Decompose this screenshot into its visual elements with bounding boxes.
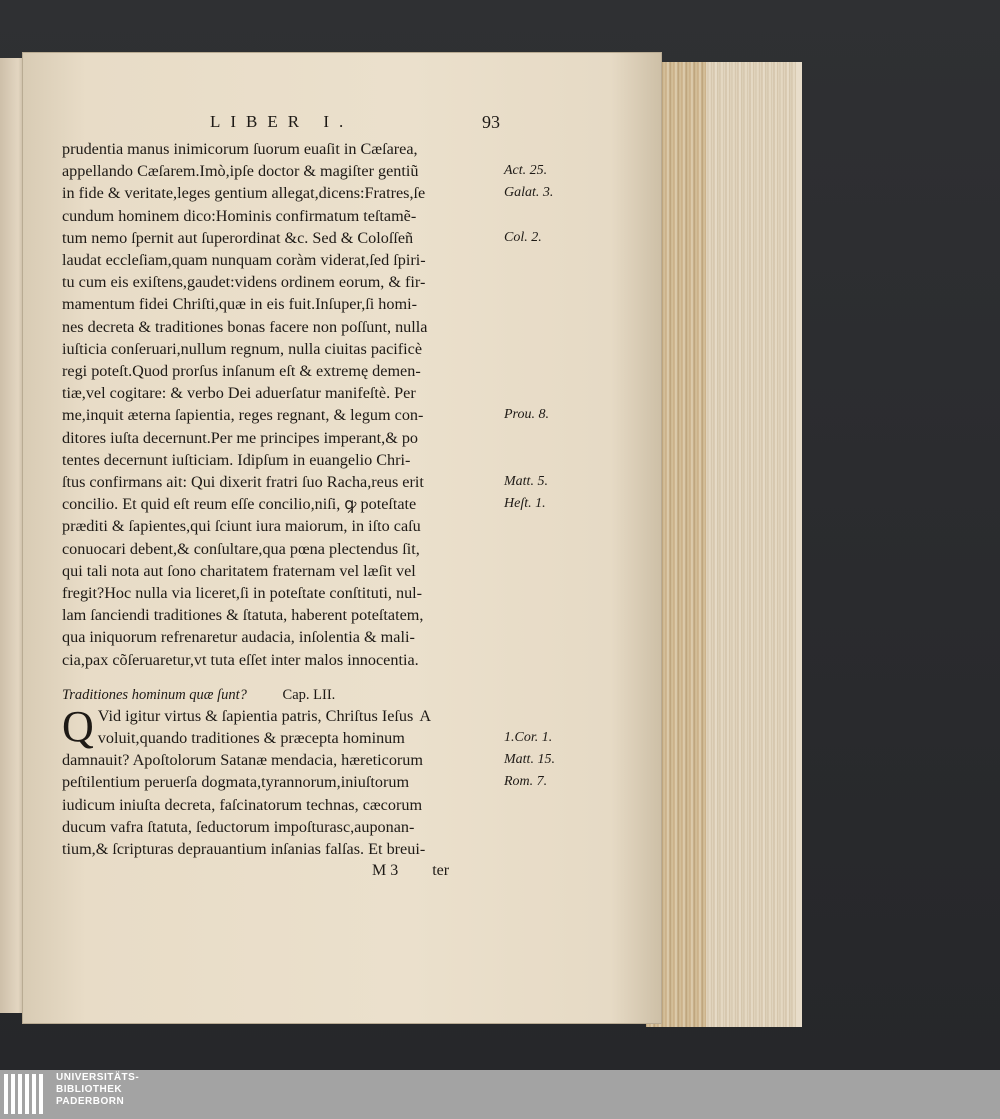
- text-line: ditores iuſta decernunt.Per me principes imperant,& po: [62, 428, 419, 447]
- text-line: concilio. Et quid eſt reum eſſe concilio,niſi, ꝙ poteſtate Heſt. 1.: [62, 493, 522, 515]
- margin-reference: Rom. 7.: [504, 774, 548, 790]
- chapter-line: peſtilentium peruerſa dogmata,tyrannorum,iniuſtorum Rom. 7.: [62, 771, 522, 793]
- chapter-line: damnauit? Apoſtolorum Satanæ mendacia, hæreticorum Matt. 15.: [62, 749, 522, 771]
- margin-reference: Matt. 5.: [504, 474, 548, 490]
- text-line: lam ſanciendi traditiones & ſtatuta, haberent poteſtatem,: [62, 606, 424, 625]
- margin-reference: 1.Cor. 1.: [504, 730, 553, 746]
- margin-reference: Prou. 8.: [504, 407, 549, 423]
- chapter-line: voluit,quando traditiones & præcepta hominum 1.Cor. 1.: [62, 727, 522, 749]
- margin-reference: Matt. 15.: [504, 752, 555, 768]
- body-text: [62, 138, 554, 671]
- text-line: ſtus confirmans ait: Qui dixerit fratri ſuo Racha,reus erit Matt. 5.: [62, 471, 522, 493]
- text-line: cundum hominem dico:Hominis confirmatum teſtamẽ-: [62, 206, 417, 225]
- text-line: nes decreta & traditiones bonas facere non poſſunt, nulla: [62, 317, 428, 336]
- book-page-edges: [646, 62, 802, 1027]
- chapter-line: ducum vafra ſtatuta, ſeductorum impoſturasc,auponan-: [62, 817, 415, 836]
- margin-reference: Col. 2.: [504, 229, 542, 245]
- margin-reference: Galat. 3.: [504, 185, 554, 201]
- page-header: [62, 112, 522, 138]
- margin-reference: Act. 25.: [504, 163, 548, 179]
- chapter-title: Traditiones hominum quæ ſunt?: [62, 686, 247, 703]
- text-line: mamentum fidei Chriſti,quæ in eis fuit.Inſuper,ſi homi-: [62, 295, 417, 314]
- text-line: qui tali nota aut ſono charitatem fraternam vel læſit vel: [62, 561, 416, 580]
- text-line: qua iniquorum refrenaretur audacia, inſolentia & mali-: [62, 628, 415, 647]
- chapter-line: Q Vid igitur virtus & ſapientia patris, Chriſtus Ieſus A: [62, 701, 432, 751]
- library-logo-icon: [4, 1074, 46, 1119]
- chapter-line: iudicum iniuſta decreta, faſcinatorum technas, cæcorum: [62, 795, 423, 814]
- text-line: iuſticia conſeruari,nullum regnum, nulla ciuitas pacificè: [62, 339, 423, 358]
- section-letter: A: [419, 706, 432, 725]
- text-line: præditi & ſapientes,qui ſciunt iura maiorum, in iſto caſu: [62, 517, 421, 536]
- signature-mark: M 3: [372, 862, 399, 880]
- text-line: tu cum eis exiſtens,gaudet:videns ordinem eorum, & fir-: [62, 273, 426, 292]
- text-line: in fide & veritate,leges gentium allegat,dicens:Fratres,ſe Galat. 3.: [62, 182, 522, 204]
- text-line: tum nemo ſpernit aut ſuperordinat &c. Sed & Coloſſeñ Col. 2.: [62, 227, 522, 249]
- page-number: 93: [482, 112, 500, 132]
- text-line: tentes decernunt iuſticiam. Idipſum in euangelio Chri-: [62, 450, 411, 469]
- text-line: regi poteſt.Quod prorſus inſanum eſt & extremę demen-: [62, 362, 421, 381]
- text-line: conuocari debent,& conſultare,qua pœna plectendus ſit,: [62, 539, 420, 558]
- chapter-number: Cap. LII.: [282, 686, 336, 703]
- catchline: [62, 862, 522, 880]
- page-text: [62, 112, 555, 880]
- running-title: LIBER I.: [210, 112, 354, 131]
- book-page: [22, 52, 662, 1024]
- chapter-heading: [62, 685, 522, 705]
- text-line: laudat eccleſiam,quam nunquam coràm viderat,ſed ſpiri-: [62, 251, 426, 270]
- library-name: UNIVERSITÄTS- BIBLIOTHEK PADERBORN: [56, 1072, 140, 1107]
- catchword: ter: [432, 862, 450, 880]
- text-line: tiæ,vel cogitare: & verbo Dei aduerſatur manifeſtè. Per: [62, 384, 416, 403]
- chapter-text: [62, 701, 555, 860]
- text-line: cia,pax cõſeruaretur,vt tuta eſſet inter malos innocentia.: [62, 650, 419, 669]
- text-line: appellando Cæſarem.Imò,ipſe doctor & magiſter gentiũ Act. 25.: [62, 160, 522, 182]
- text-line: fregit?Hoc nulla via liceret,ſi in poteſtate conſtituti, nul-: [62, 584, 423, 603]
- text-line: prudentia manus inimicorum ſuorum euaſit in Cæſarea,: [62, 140, 418, 158]
- drop-cap: Q: [62, 701, 94, 751]
- library-footer: [0, 1070, 1000, 1119]
- text-line: me,inquit æterna ſapientia, reges regnant, & legum con- Prou. 8.: [62, 404, 522, 426]
- margin-reference: Heſt. 1.: [504, 496, 546, 512]
- chapter-line: tium,& ſcripturas deprauantium inſanias falſas. Et breui-: [62, 840, 426, 859]
